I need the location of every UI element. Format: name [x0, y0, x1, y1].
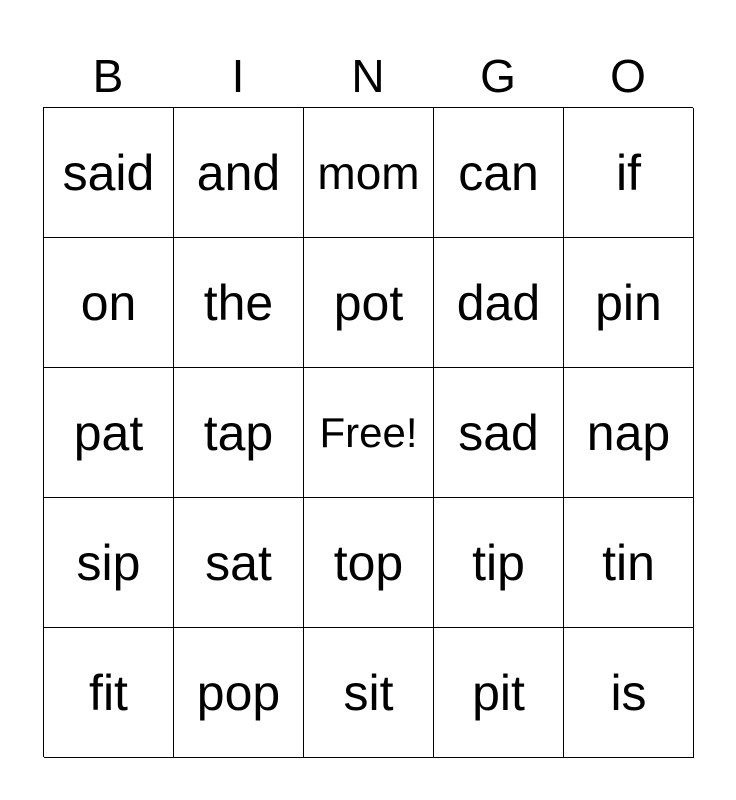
bingo-cell-r3c5: nap: [564, 368, 694, 498]
header-letter-b: B: [92, 50, 124, 102]
header-letter-g: G: [480, 50, 516, 102]
bingo-cell-r1c1: said: [44, 108, 174, 238]
free-space-cell: Free!: [304, 368, 434, 498]
bingo-cell-r3c1: pat: [44, 368, 174, 498]
bingo-cell-r4c3: top: [304, 498, 434, 628]
bingo-cell-r2c1: on: [44, 238, 174, 368]
bingo-cell-r4c5: tin: [564, 498, 694, 628]
bingo-cell-r5c2: pop: [174, 628, 304, 758]
bingo-cell-r4c1: sip: [44, 498, 174, 628]
header-letter-o: O: [610, 50, 646, 102]
bingo-cell-r1c5: if: [564, 108, 694, 238]
bingo-card: [43, 107, 693, 757]
bingo-cell-r5c5: is: [564, 628, 694, 758]
bingo-header: [43, 46, 693, 106]
bingo-cell-r5c3: sit: [304, 628, 434, 758]
bingo-cell-r2c2: the: [174, 238, 304, 368]
bingo-cell-r3c4: sad: [434, 368, 564, 498]
bingo-cell-r2c4: dad: [434, 238, 564, 368]
bingo-cell-r2c3: pot: [304, 238, 434, 368]
header-letter-n: N: [351, 50, 385, 102]
header-letter-i: I: [231, 50, 245, 102]
bingo-cell-r2c5: pin: [564, 238, 694, 368]
bingo-cell-r5c1: fit: [44, 628, 174, 758]
bingo-cell-r4c4: tip: [434, 498, 564, 628]
bingo-cell-r1c4: can: [434, 108, 564, 238]
bingo-cell-r1c3: mom: [304, 108, 434, 238]
bingo-cell-r5c4: pit: [434, 628, 564, 758]
bingo-cell-r1c2: and: [174, 108, 304, 238]
bingo-cell-r3c2: tap: [174, 368, 304, 498]
bingo-cell-r4c2: sat: [174, 498, 304, 628]
